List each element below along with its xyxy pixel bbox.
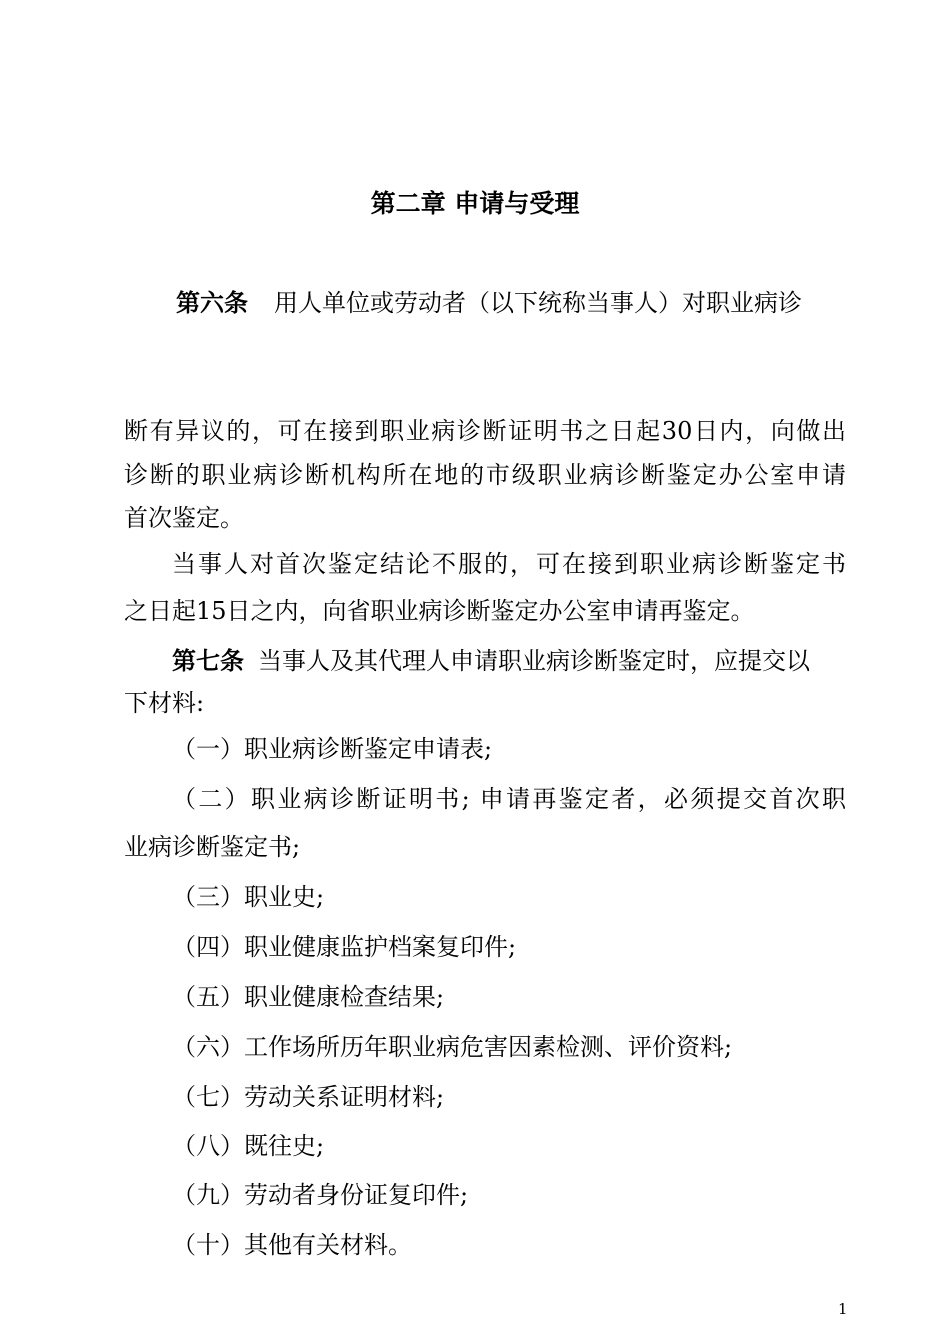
article6-first-line: [176, 288, 846, 318]
list-item: （三）职业史;: [172, 883, 325, 911]
page-number: 1: [838, 1300, 848, 1318]
article7-line1: 当事人及其代理人申请职业病诊断鉴定时，应提交以: [258, 647, 810, 675]
list-item: （七）劳动关系证明材料;: [172, 1083, 445, 1111]
list-item: （六）工作场所历年职业病危害因素检测、评价资料;: [172, 1033, 733, 1061]
article6-line1: 用人单位或劳动者（以下统称当事人）对职业病诊: [274, 289, 802, 317]
article7-line2: 下材料:: [124, 689, 205, 717]
article7-label: 第七条: [172, 647, 244, 675]
article6-para2-line1: 当事人对首次鉴定结论不服的，可在接到职业病诊断鉴定书: [172, 550, 846, 578]
list-item: 业病诊断鉴定书;: [124, 833, 301, 861]
list-item: （八）既往史;: [172, 1132, 325, 1160]
list-item: （四）职业健康监护档案复印件;: [172, 933, 517, 961]
article6-line4: 首次鉴定。: [124, 504, 244, 532]
article7-first-line: [172, 646, 846, 676]
article6-para2-line2: 之日起15日之内，向省职业病诊断鉴定办公室申请再鉴定。: [124, 597, 755, 625]
chapter-title: 第二章 申请与受理: [370, 189, 580, 218]
article6-line2: 断有异议的，可在接到职业病诊断证明书之日起30日内，向做出: [124, 417, 846, 445]
article6-label: 第六条: [176, 289, 248, 317]
list-item: （十）其他有关材料。: [172, 1231, 412, 1259]
list-item: （五）职业健康检查结果;: [172, 983, 445, 1011]
article6-line3: 诊断的职业病诊断机构所在地的市级职业病诊断鉴定办公室申请: [124, 461, 846, 489]
list-item: （二）职业病诊断证明书; 申请再鉴定者，必须提交首次职: [172, 785, 846, 813]
list-item: （九）劳动者身份证复印件;: [172, 1181, 469, 1209]
list-item: （一）职业病诊断鉴定申请表;: [172, 735, 493, 763]
